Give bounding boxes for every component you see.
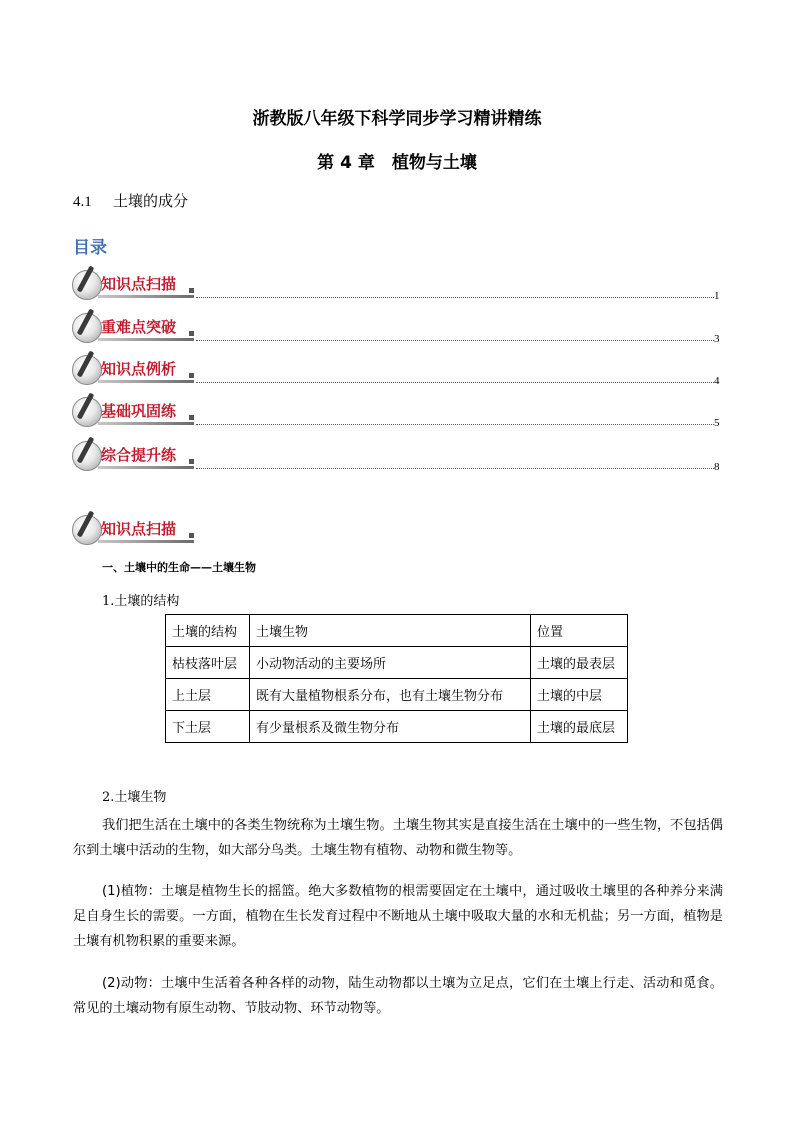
subheading-soil-organisms: 2.土壤生物 bbox=[102, 790, 167, 805]
heading-soil-life: 一、土壤中的生命——土壤生物 bbox=[102, 561, 256, 574]
toc-page-number: 1 bbox=[714, 290, 720, 302]
subheading-soil-structure: 1.土壤的结构 bbox=[102, 594, 180, 609]
section-title: 土壤的成分 bbox=[113, 192, 189, 210]
chapter-title: 第 4 章 植物与土壤 bbox=[317, 153, 477, 173]
table-cell: 土壤的最表层 bbox=[531, 647, 628, 679]
badge-square-icon bbox=[189, 415, 194, 420]
toc-leader bbox=[196, 340, 714, 341]
badge-underline bbox=[98, 380, 194, 383]
badge-underline bbox=[98, 422, 194, 425]
table-cell: 土壤的中层 bbox=[531, 679, 628, 711]
toc-leader bbox=[196, 297, 714, 298]
toc-item-2[interactable] bbox=[72, 311, 202, 345]
table-cell: 既有大量植物根系分布，也有土壤生物分布 bbox=[250, 679, 531, 711]
table-cell: 上土层 bbox=[166, 679, 250, 711]
table-row bbox=[166, 711, 628, 743]
toc-item-label: 知识点例析 bbox=[101, 360, 177, 378]
paragraph-animals: (2)动物：土壤中生活着各种各样的动物，陆生动物都以土壤为立足点，它们在土壤上行走、活动和觅食。常见的土壤动物有原生动物、节肢动物、环节动物等。 bbox=[73, 976, 723, 1016]
badge-square-icon bbox=[189, 373, 194, 378]
toc-leader bbox=[196, 468, 714, 469]
badge-square-icon bbox=[189, 331, 194, 336]
toc-item-label: 知识点扫描 bbox=[101, 275, 177, 293]
table-cell: 有少量根系及微生物分布 bbox=[250, 711, 531, 743]
toc-item-4[interactable] bbox=[72, 395, 202, 429]
table-cell: 枯枝落叶层 bbox=[166, 647, 250, 679]
table-cell: 小动物活动的主要场所 bbox=[250, 647, 531, 679]
toc-page-number: 3 bbox=[714, 333, 720, 345]
table-header-cell: 位置 bbox=[531, 615, 628, 647]
paragraph-plants: (1)植物：土壤是植物生长的摇篮。绝大多数植物的根需要固定在土壤中，通过吸收土壤里的各种养分来满足自身生长的需要。一方面，植物在生长发育过程中不断地从土壤中吸取大量的水和无机盐；另一方面，植物是土壤有机物积累的重要来源。 bbox=[73, 884, 723, 949]
table-row bbox=[166, 679, 628, 711]
document-title: 浙教版八年级下科学同步学习精讲精练 bbox=[252, 109, 542, 129]
section-heading bbox=[73, 190, 188, 211]
toc-item-label: 重难点突破 bbox=[101, 318, 177, 336]
soil-structure-table bbox=[165, 614, 628, 743]
table-header-cell: 土壤生物 bbox=[250, 615, 531, 647]
toc-item-1[interactable] bbox=[72, 268, 202, 302]
badge-underline bbox=[98, 295, 194, 298]
paragraph-definition: 我们把生活在土壤中的各类生物统称为土壤生物。土壤生物其实是直接生活在土壤中的一些生物，不包括偶尔到土壤中活动的生物，如大部分鸟类。土壤生物有植物、动物和微生物等。 bbox=[73, 818, 723, 858]
toc-leader bbox=[196, 424, 714, 425]
toc-item-3[interactable] bbox=[72, 353, 202, 387]
badge-underline bbox=[98, 540, 194, 543]
toc-title: 目录 bbox=[73, 238, 107, 258]
section-badge-label: 知识点扫描 bbox=[101, 520, 177, 538]
badge-square-icon bbox=[189, 288, 194, 293]
badge-underline bbox=[98, 466, 194, 469]
table-header-row bbox=[166, 615, 628, 647]
table-row bbox=[166, 647, 628, 679]
badge-square-icon bbox=[189, 533, 194, 538]
section-badge bbox=[72, 513, 202, 547]
toc-page-number: 8 bbox=[714, 461, 720, 473]
toc-item-5[interactable] bbox=[72, 439, 202, 473]
toc-page-number: 4 bbox=[714, 375, 720, 387]
table-cell: 土壤的最底层 bbox=[531, 711, 628, 743]
section-number: 4.1 bbox=[73, 194, 92, 210]
table-cell: 下土层 bbox=[166, 711, 250, 743]
toc-item-label: 基础巩固练 bbox=[101, 402, 177, 420]
badge-underline bbox=[98, 338, 194, 341]
toc-page-number: 5 bbox=[714, 417, 720, 429]
table-header-cell: 土壤的结构 bbox=[166, 615, 250, 647]
toc-leader bbox=[196, 382, 714, 383]
toc-item-label: 综合提升练 bbox=[101, 446, 177, 464]
badge-square-icon bbox=[189, 459, 194, 464]
